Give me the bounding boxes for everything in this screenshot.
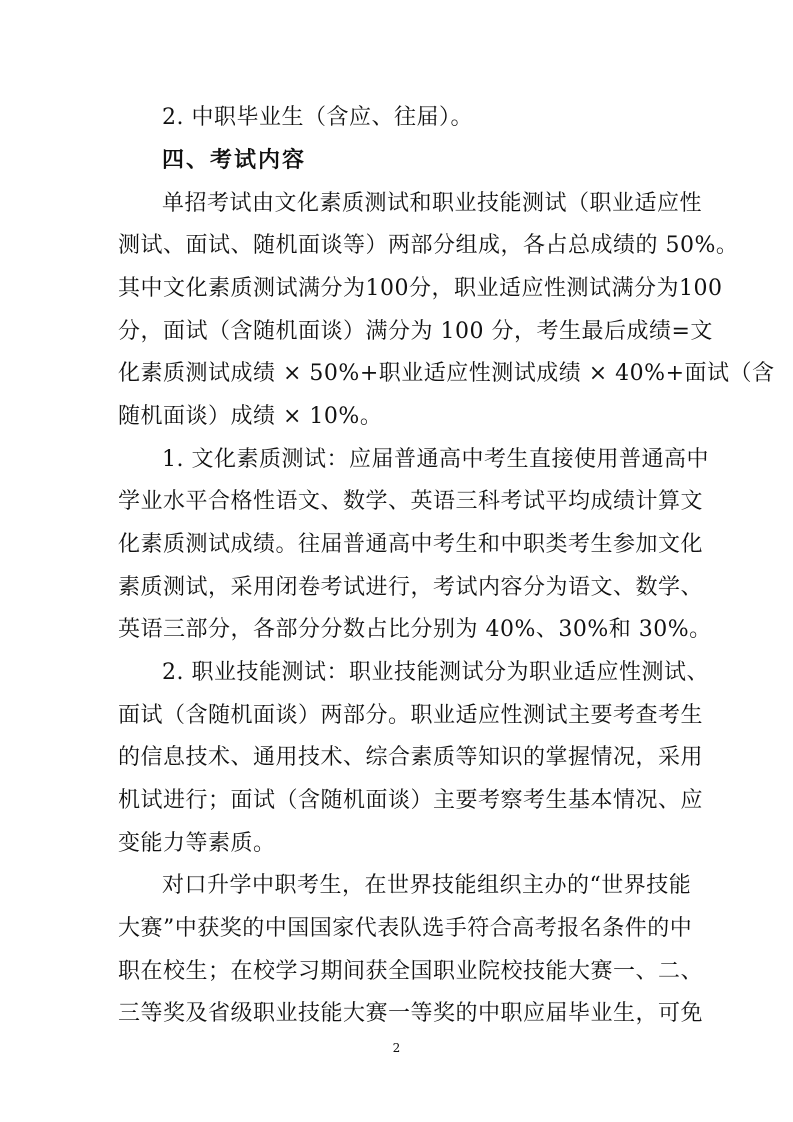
paragraph-line: 随机面谈）成绩 × 10%。 [118, 404, 383, 429]
paragraph-line: 化素质测试成绩。往届普通高中考生和中职类考生参加文化 [118, 532, 704, 557]
paragraph-line: 对口升学中职考生，在世界技能组织主办的“世界技能 [162, 873, 692, 898]
paragraph-line: 的信息技术、通用技术、综合素质等知识的掌握情况，采用 [118, 745, 704, 770]
paragraph-line: 面试（含随机面谈）两部分。职业适应性测试主要考查考生 [118, 703, 704, 728]
section-heading: 四、考试内容 [162, 148, 307, 173]
paragraph-line: 英语三部分，各部分分数占比分别为 40%、30%和 30%。 [118, 617, 712, 642]
paragraph-line: 变能力等素质。 [118, 831, 276, 856]
paragraph-line: 化素质测试成绩 × 50%+职业适应性测试成绩 × 40%+面试（含 [118, 361, 775, 386]
paragraph-line: 2. 中职毕业生（含应、往届）。 [162, 105, 473, 130]
paragraph-line: 其中文化素质测试满分为100分，职业适应性测试满分为100 [118, 276, 723, 301]
paragraph-line: 学业水平合格性语文、数学、英语三科考试平均成绩计算文 [118, 489, 704, 514]
paragraph-line: 分，面试（含随机面谈）满分为 100 分，考生最后成绩=文 [118, 319, 713, 344]
paragraph-line: 三等奖及省级职业技能大赛一等奖的中职应届毕业生，可免 [118, 1001, 704, 1026]
paragraph-line: 大赛”中获奖的中国国家代表队选手符合高考报名条件的中 [118, 916, 693, 941]
paragraph-line: 2. 职业技能测试：职业技能测试分为职业适应性测试、 [162, 660, 709, 685]
paragraph-line: 职在校生；在校学习期间获全国职业院校技能大赛一、二、 [118, 959, 704, 984]
paragraph-line: 测试、面试、随机面谈等）两部分组成，各占总成绩的 50%。 [118, 233, 739, 258]
paragraph-line: 单招考试由文化素质测试和职业技能测试（职业适应性 [162, 191, 703, 216]
paragraph-line: 1. 文化素质测试：应届普通高中考生直接使用普通高中 [162, 447, 709, 472]
paragraph-line: 机试进行；面试（含随机面谈）主要考察考生基本情况、应 [118, 788, 704, 813]
page-number: 2 [392, 1041, 401, 1055]
paragraph-line: 素质测试，采用闭卷考试进行，考试内容分为语文、数学、 [118, 575, 704, 600]
